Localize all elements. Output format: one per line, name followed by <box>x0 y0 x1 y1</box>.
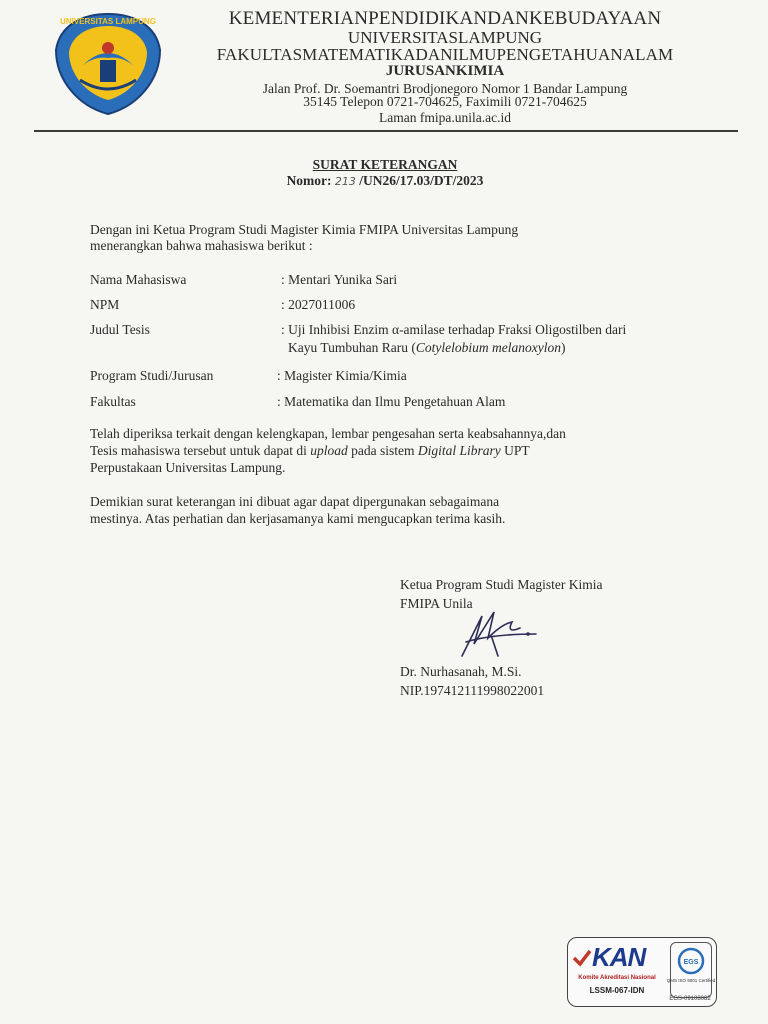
logo-text: UNIVERSITAS LAMPUNG <box>60 17 156 26</box>
field-value-npm: : 2027011006 <box>281 297 356 312</box>
para3-line2: mestinya. Atas perhatian dan kerjasamanya kami mengucapkan terima kasih. <box>90 511 506 526</box>
signer-name: Dr. Nurhasanah, M.Si. <box>400 664 522 679</box>
egs-code: EGS-09108082 <box>669 996 711 1002</box>
website-line: Laman fmipa.unila.ac.id <box>379 110 511 125</box>
university-name: UNIVERSITASLAMPUNG <box>347 28 543 47</box>
kan-check-icon <box>572 948 592 973</box>
field-value-program: : Magister Kimia/Kimia <box>277 368 407 383</box>
kan-code: LSSM-067-IDN <box>589 986 645 995</box>
egs-certification-icon <box>666 942 716 998</box>
signer-role: Ketua Program Studi Magister Kimia <box>400 577 603 592</box>
department-name: JURUSANKIMIA <box>385 63 505 79</box>
intro-paragraph: Dengan ini Ketua Program Studi Magister Kimia FMIPA Universitas Lampung menerangkan bahwa mahasiswa berikut : <box>90 222 519 253</box>
faculty-name: FAKULTASMATEMATIKADANILMUPENGETAHUANALAM <box>216 45 674 64</box>
handwritten-signature <box>452 604 542 669</box>
address-line: Jalan Prof. Dr. Soemantri Brodjonegoro Nomor 1 Bandar Lampung <box>262 81 628 96</box>
para2-line2: Tesis mahasiswa tersebut untuk dapat di upload pada sistem Digital Library UPT <box>90 443 530 458</box>
field-label-faculty: Fakultas <box>90 394 136 409</box>
svg-text:EGS: EGS <box>683 959 699 966</box>
field-label-npm: NPM <box>90 297 120 312</box>
field-value-faculty: : Matematika dan Ilmu Pengetahuan Alam <box>277 394 506 409</box>
signer-nip: NIP.197412111998022001 <box>400 683 545 698</box>
kan-subtitle: Komite Akreditasi Nasional <box>578 975 656 981</box>
field-label-program: Program Studi/Jurusan <box>90 368 214 383</box>
para2-line1: Telah diperiksa terkait dengan kelengkapan, lembar pengesahan serta keabsahannya,dan <box>90 426 566 441</box>
species-name: Cotylelobium melanoxylon <box>415 340 561 355</box>
field-label-thesis: Judul Tesis <box>90 322 150 337</box>
university-logo <box>52 10 164 118</box>
para2-line3: Perpustakaan Universitas Lampung. <box>90 460 286 475</box>
ministry-name: KEMENTERIANPENDIDIKANDANKEBUDAYAAN <box>228 8 662 29</box>
kan-logo-text: KAN <box>592 942 646 972</box>
phone-line: 35145 Telepon 0721-704625, Faximili 0721-704625 <box>303 94 587 109</box>
field-label-name: Nama Mahasiswa <box>90 272 187 287</box>
document-title: SURAT KETERANGAN <box>312 157 458 172</box>
letterhead-divider <box>34 130 738 132</box>
document-number: Nomor: 213 /UN26/17.03/DT/2023 <box>286 173 484 188</box>
signer-faculty: FMIPA Unila <box>400 596 473 611</box>
svg-text:QMS ISO 9001 Certified: QMS ISO 9001 Certified <box>666 978 716 983</box>
field-value-thesis-line1: : Uji Inhibisi Enzim α-amilase terhadap Fraksi Oligostilben dari <box>281 322 627 337</box>
accreditation-badge <box>567 937 717 1007</box>
field-value-thesis-line2: Kayu Tumbuhan Raru (Cotylelobium melanoxylon) <box>288 340 566 355</box>
handwritten-number: 213 <box>334 175 356 188</box>
para3-line1: Demikian surat keterangan ini dibuat agar dapat dipergunakan sebagaimana <box>90 494 500 509</box>
field-value-name: : Mentari Yunika Sari <box>281 272 398 287</box>
